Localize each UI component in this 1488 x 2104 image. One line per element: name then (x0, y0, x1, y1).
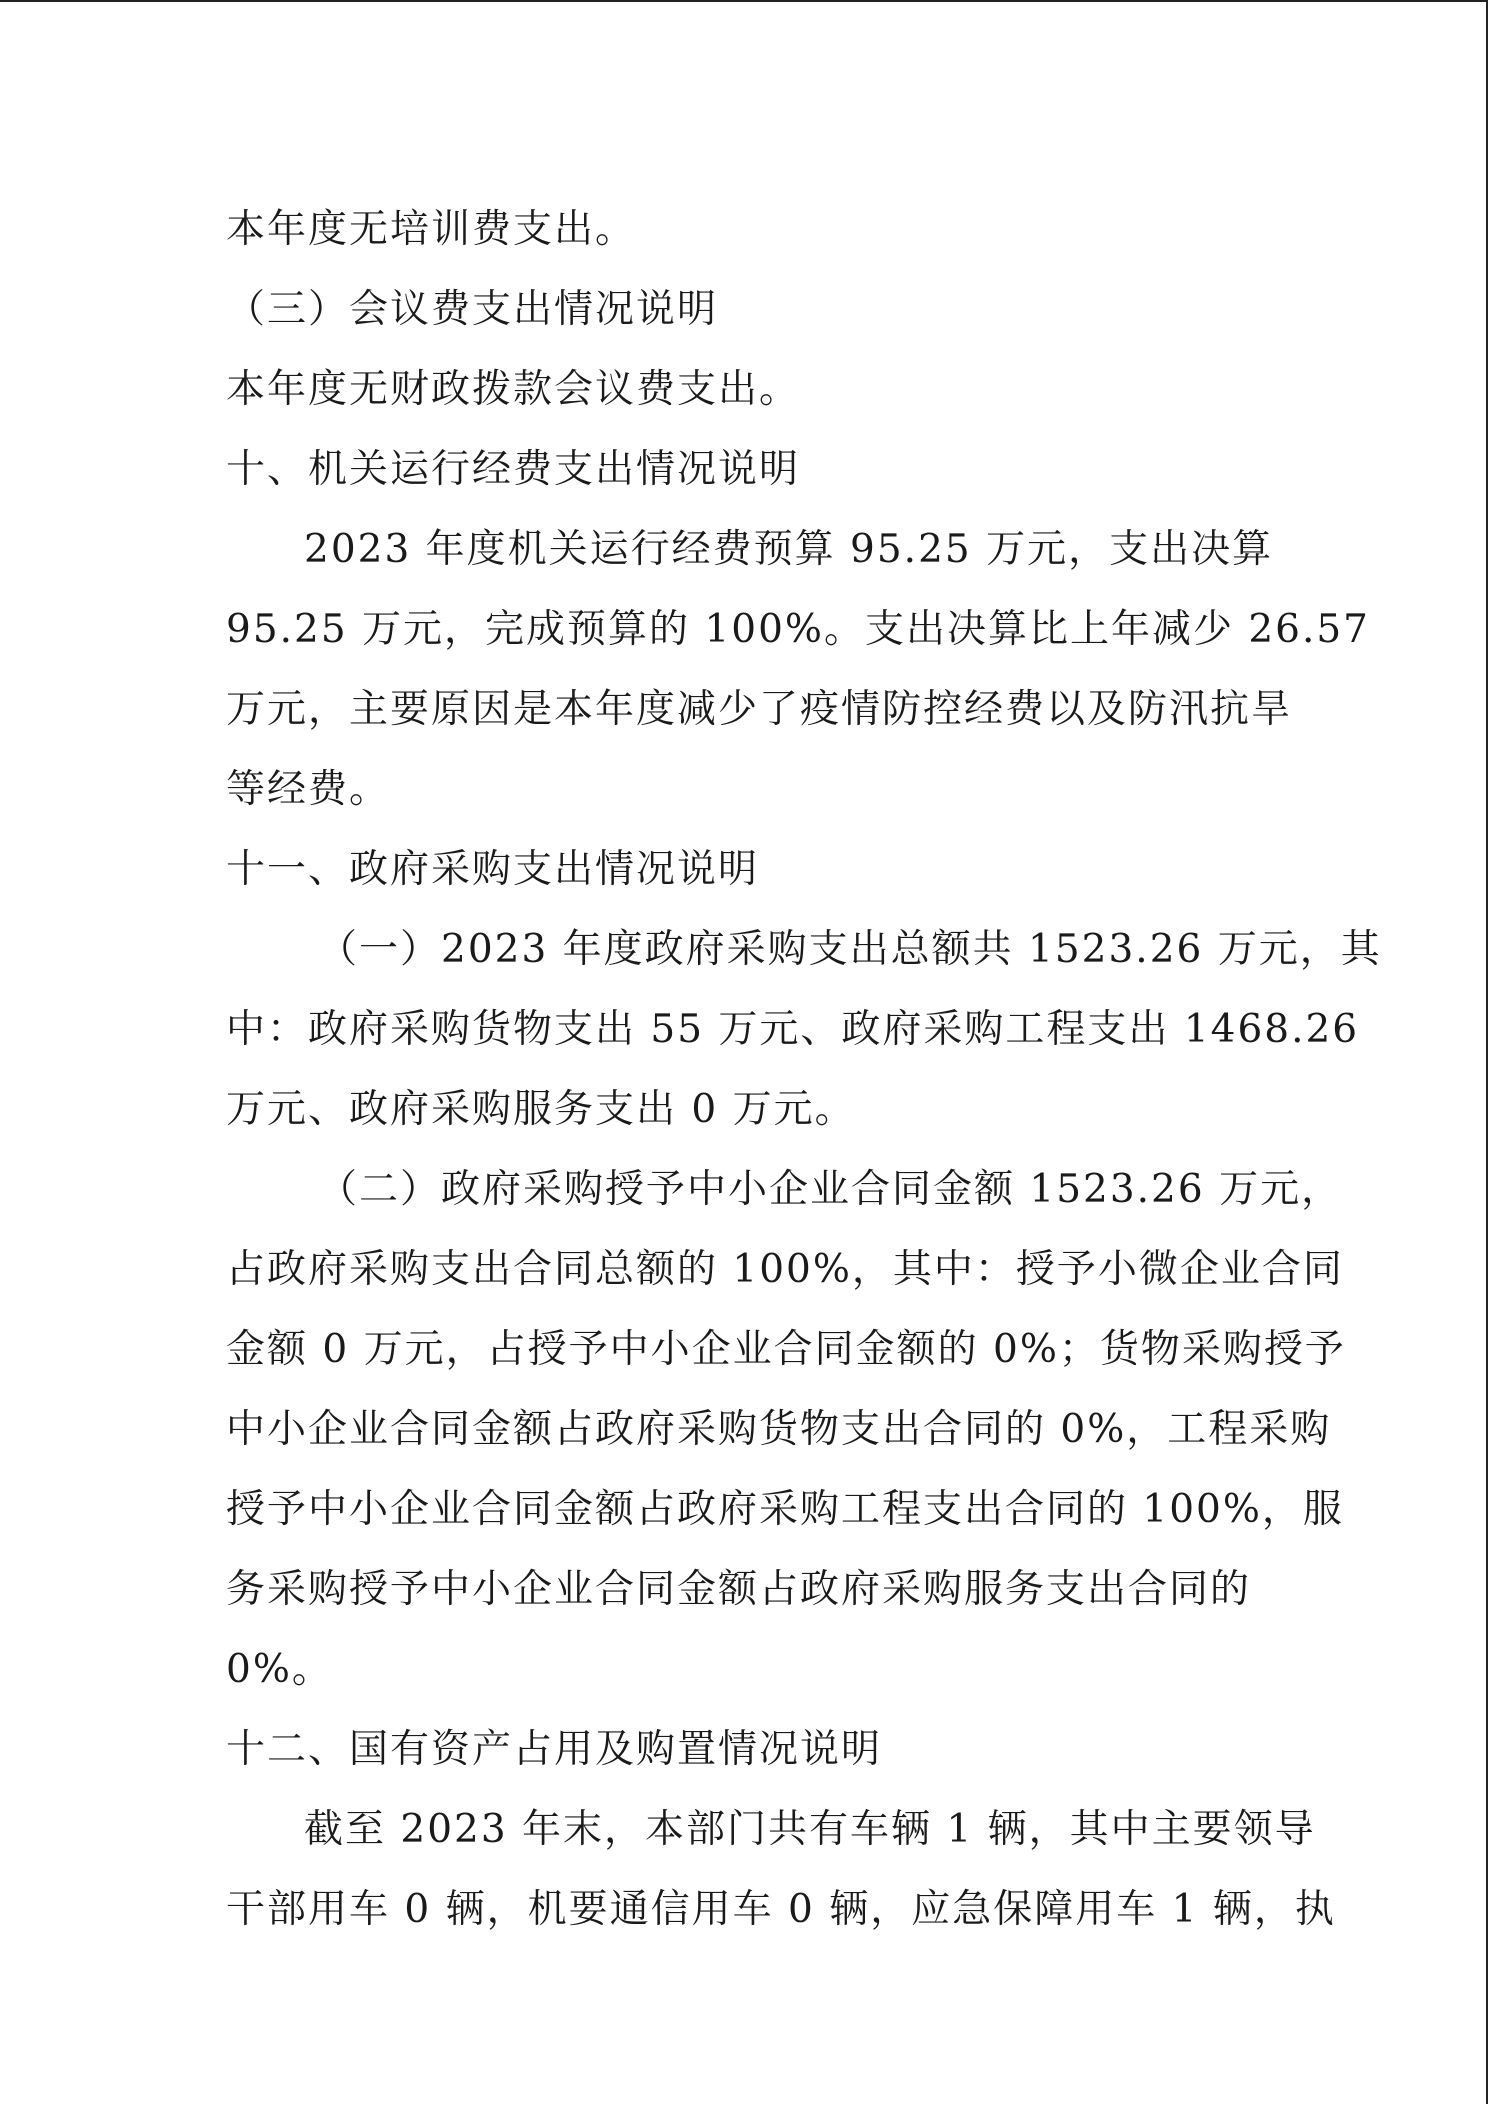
paragraph-line: 等经费。 (226, 767, 391, 812)
paragraph-line: 0%。 (226, 1647, 333, 1692)
section-heading: 十二、国有资产占用及购置情况说明 (226, 1727, 883, 1772)
section-heading: 十、机关运行经费支出情况说明 (226, 447, 801, 492)
page-top-border (0, 0, 1488, 2)
paragraph-line: 2023 年度机关运行经费预算 95.25 万元，支出决算 (304, 527, 1274, 572)
paragraph-line: （二）政府采购授予中小企业合同金额 1523.26 万元， (318, 1167, 1343, 1212)
paragraph-line: 金额 0 万元，占授予中小企业合同金额的 0%；货物采购授予 (226, 1327, 1346, 1372)
paragraph-line: 中小企业合同金额占政府采购货物支出合同的 0%，工程采购 (226, 1407, 1332, 1452)
section-heading: （三）会议费支出情况说明 (226, 287, 719, 332)
section-heading: 十一、政府采购支出情况说明 (226, 847, 760, 892)
paragraph-line: 万元，主要原因是本年度减少了疫情防控经费以及防汛抗旱 (226, 687, 1293, 732)
paragraph-line: 干部用车 0 辆，机要通信用车 0 辆，应急保障用车 1 辆，执 (226, 1887, 1336, 1932)
paragraph-line: （一）2023 年度政府采购支出总额共 1523.26 万元，其 (318, 927, 1382, 972)
document-body (226, 190, 1382, 1950)
paragraph-line: 中：政府采购货物支出 55 万元、政府采购工程支出 1468.26 (226, 1007, 1360, 1052)
paragraph-line: 占政府采购支出合同总额的 100%，其中：授予小微企业合同 (226, 1247, 1344, 1292)
paragraph-line: 95.25 万元，完成预算的 100%。支出决算比上年减少 26.57 (226, 607, 1370, 652)
paragraph-line: 授予中小企业合同金额占政府采购工程支出合同的 100%，服 (226, 1487, 1344, 1532)
paragraph-line: 务采购授予中小企业合同金额占政府采购服务支出合同的 (226, 1567, 1252, 1612)
paragraph-line: 截至 2023 年末，本部门共有车辆 1 辆，其中主要领导 (304, 1807, 1316, 1852)
paragraph-line: 本年度无财政拨款会议费支出。 (226, 367, 801, 412)
paragraph-line: 本年度无培训费支出。 (226, 207, 637, 252)
paragraph-line: 万元、政府采购服务支出 0 万元。 (226, 1087, 856, 1132)
